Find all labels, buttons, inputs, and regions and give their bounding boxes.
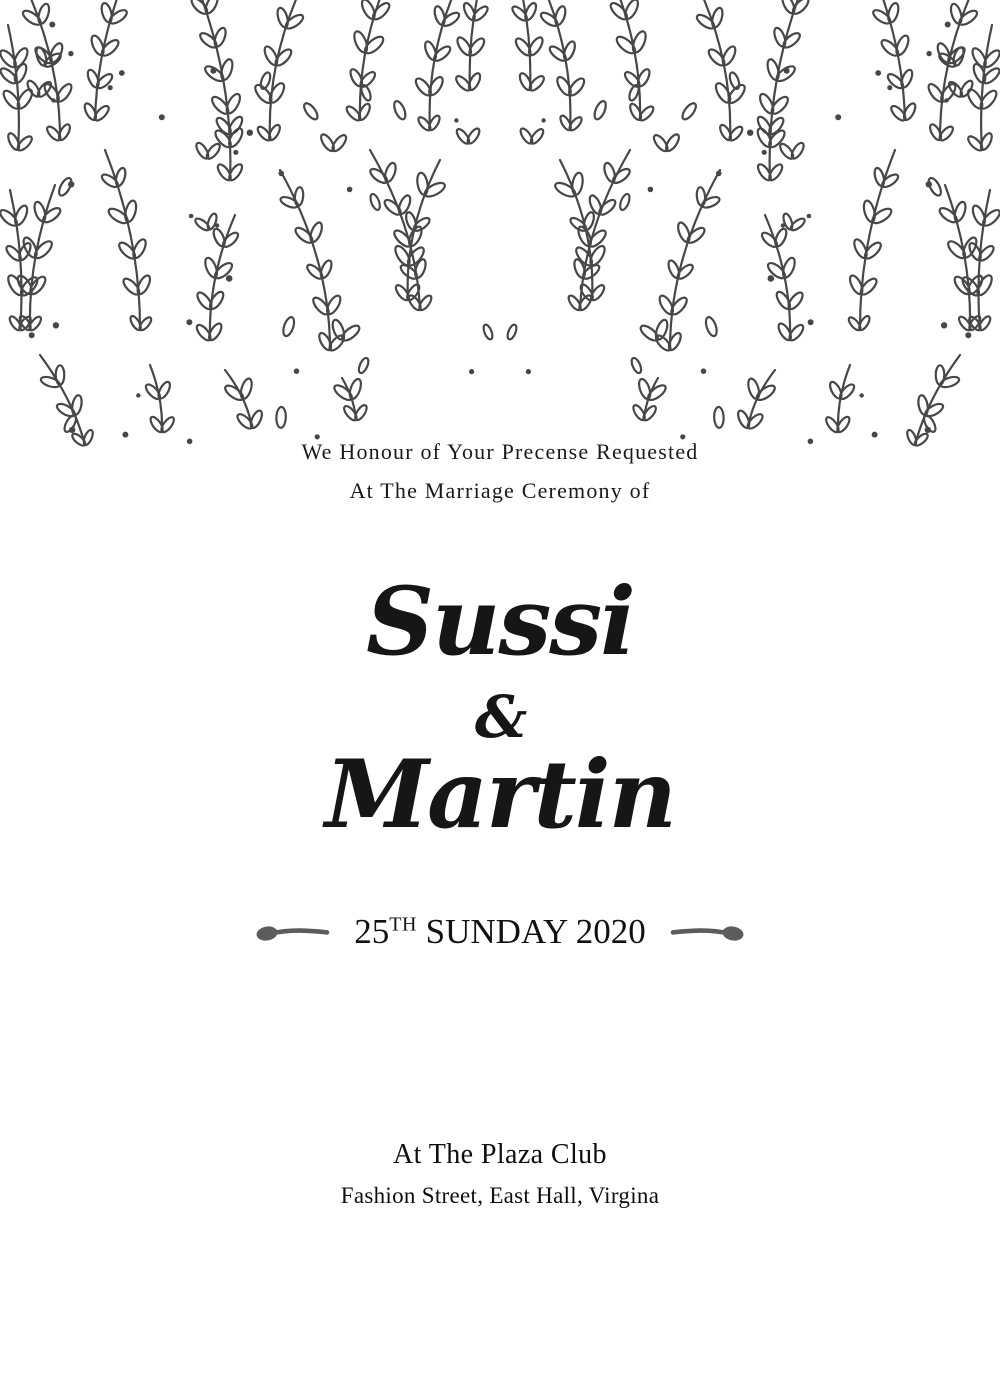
date-row [0, 912, 1000, 952]
intro-line-1: We Honour of Your Precense Requested [301, 439, 699, 464]
date-day: 25 [354, 912, 390, 951]
groom-name: Martin [325, 740, 675, 850]
venue-block [0, 1139, 1000, 1209]
ampersand: & [474, 683, 526, 751]
wedding-date [354, 912, 646, 952]
date-ordinal: TH [389, 913, 417, 936]
intro-line-2: At The Marriage Ceremony of [349, 478, 651, 504]
venue-name: At The Plaza Club [393, 1139, 607, 1170]
bride-name: Sussi [366, 567, 634, 677]
pin-ornament-right-icon [670, 920, 744, 944]
intro-block [0, 440, 1000, 518]
pin-ornament-left-icon [256, 920, 330, 944]
venue-address: Fashion Street, East Hall, Virgina [340, 1183, 660, 1208]
hanging-willow-vine-pattern [0, 0, 1000, 480]
date-rest: SUNDAY 2020 [416, 912, 646, 951]
